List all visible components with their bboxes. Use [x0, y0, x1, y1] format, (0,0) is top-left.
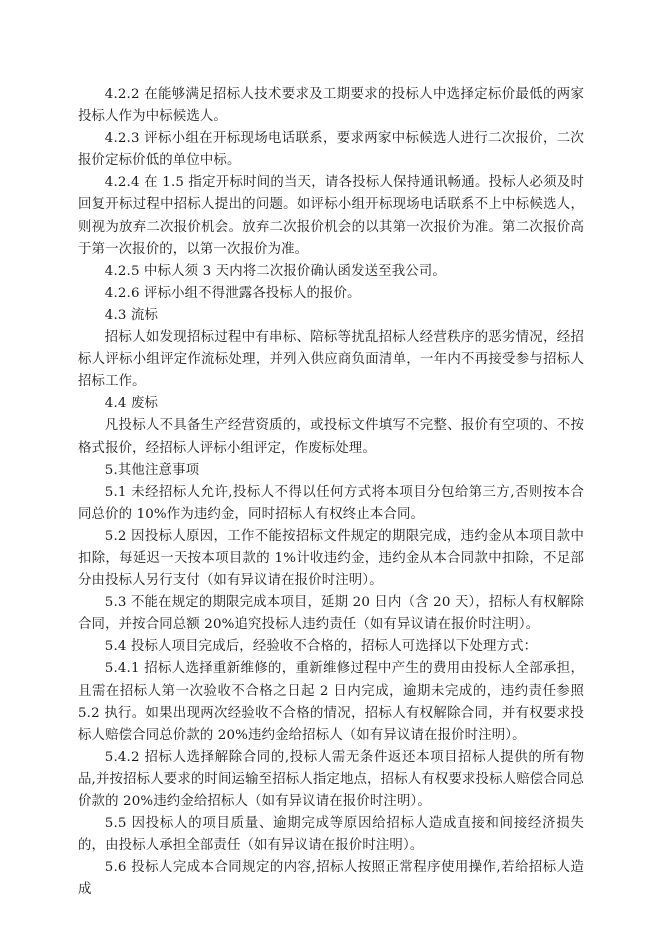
section-heading-4-4: 4.4 废标	[104, 396, 159, 412]
clause-5-6: 5.6 投标人完成本合同规定的内容,招标人按照正常程序使用操作,若给招标人造成	[78, 860, 584, 898]
section-heading-4-3: 4.3 流标	[104, 307, 159, 323]
clause-5-5: 5.5 因投标人的项目质量、逾期完成等原因给招标人造成直接和间接经济损失的，由投标人承担全部责任（如有异议请在报价时注明）。	[78, 816, 584, 854]
clause-4-2-2: 4.2.2 在能够满足招标人技术要求及工期要求的投标人中选择定标价最低的两家投标人作为中标候选人。	[78, 87, 584, 125]
clause-4-2-5: 4.2.5 中标人须 3 天内将二次报价确认函发送至我公司。	[104, 263, 446, 279]
clause-5-2: 5.2 因投标人原因，工作不能按招标文件规定的期限完成，违约金从本项目款中扣除，每延迟一天按本项目款的 1%计收违约金，违约金从本合同款中扣除，不足部分由投标人另行支付（如有异议请在报价时注明）。	[78, 528, 584, 589]
clause-4-2-6: 4.2.6 评标小组不得泄露各投标人的报价。	[104, 285, 361, 301]
clause-5-4-1: 5.4.1 招标人选择重新维修的，重新维修过程中产生的费用由投标人全部承担，且需在招标人第一次验收不合格之日起 2 日内完成，逾期未完成的，违约责任参照 5.2 执行。如果出现两次经验收不合格的情况，招标人有权解除合同，并有权要求投标人赔偿合同总价款的 20%违约金给招标人（如有异议请在报价时注明）。	[78, 661, 584, 743]
clause-5-4-2: 5.4.2 招标人选择解除合同的,投标人需无条件返还本项目招标人提供的所有物品,并按招标人要求的时间运输至招标人指定地点，招标人有权要求投标人赔偿合同总价款的 20%违约金给招标人（如有异议请在报价时注明）。	[78, 749, 584, 809]
clause-4-2-4: 4.2.4 在 1.5 指定开标时间的当天，请各投标人保持通讯畅通。投标人必须及时回复开标过程中招标人提出的问题。如评标小组开标现场电话联系不上中标候选人，则视为放弃二次报价机会。放弃二次报价机会的以其第一次报价为准。第二次报价高于第一次报价的，以第一次报价为准。	[78, 175, 584, 257]
section-body-4-4: 凡投标人不具备生产经营资质的，或投标文件填写不完整、报价有空项的、不按格式报价，经招标人评标小组评定，作废标处理。	[78, 418, 584, 456]
clause-5-1: 5.1 未经招标人允许,投标人不得以任何方式将本项目分包给第三方,否则按本合同总价的 10%作为违约金，同时招标人有权终止本合同。	[78, 484, 584, 522]
clause-5-3: 5.3 不能在规定的期限完成本项目，延期 20 日内（含 20 天），招标人有权解除合同，并按合同总额 20%追究投标人违约责任（如有异议请在报价时注明）。	[78, 595, 584, 633]
document-page	[78, 84, 584, 901]
section-heading-5: 5.其他注意事项	[104, 462, 200, 478]
clause-5-4: 5.4 投标人项目完成后，经验收不合格的，招标人可选择以下处理方式：	[104, 639, 538, 655]
section-body-4-3: 招标人如发现招标过程中有串标、陪标等扰乱招标人经营秩序的恶劣情况，经招标人评标小组评定作流标处理，并列入供应商负面清单，一年内不再接受参与招标人招标工作。	[78, 330, 584, 390]
clause-4-2-3: 4.2.3 评标小组在开标现场电话联系，要求两家中标候选人进行二次报价，二次报价定标价低的单位中标。	[78, 131, 584, 169]
